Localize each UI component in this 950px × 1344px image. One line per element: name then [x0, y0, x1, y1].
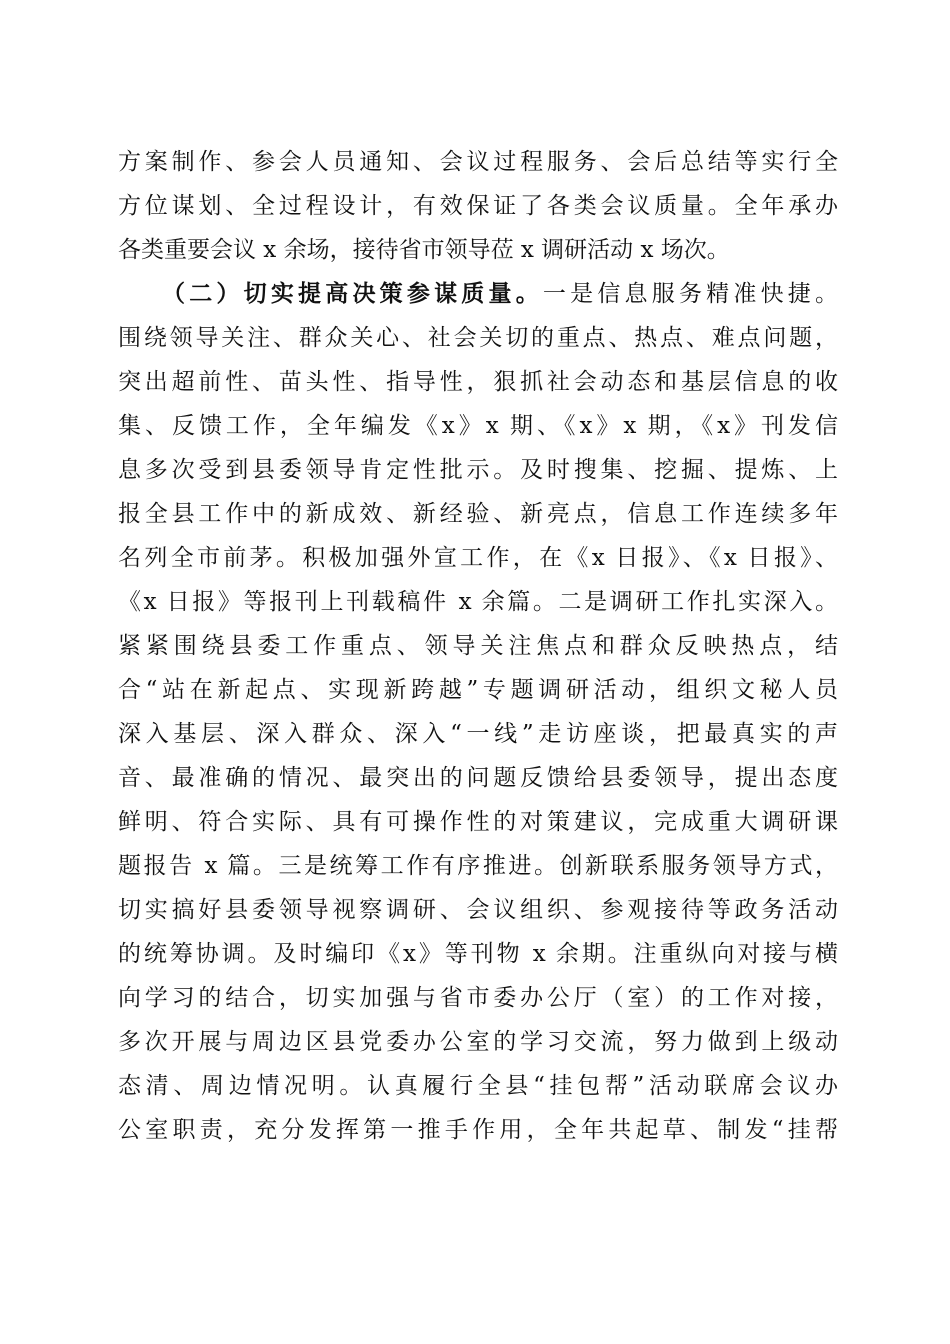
paragraph-line: 息多次受到县委领导肯定性批示。及时搜集、挖掘、提炼、上	[118, 457, 838, 483]
paragraph-line: 深入基层、深入群众、深入“一线”走访座谈，把最真实的声	[118, 721, 838, 747]
paragraph-line: 各类重要会议 x 余场，接待省市领导莅 x 调研活动 x 场次。	[118, 237, 730, 263]
paragraph-line: 报全县工作中的新成效、新经验、新亮点，信息工作连续多年	[118, 501, 838, 527]
paragraph-line: 名列全市前茅。积极加强外宣工作，在《x 日报》、《x 日报》、	[118, 545, 838, 571]
paragraph-line: 鲜明、符合实际、具有可操作性的对策建议，完成重大调研课	[118, 809, 838, 835]
section-heading: （二）切实提高决策参谋质量。	[162, 280, 543, 307]
paragraph-line: 切实搞好县委领导视察调研、会议组织、参观接待等政务活动	[118, 897, 838, 923]
paragraph-line: 合“站在新起点、实现新跨越”专题调研活动，组织文秘人员	[118, 677, 838, 703]
paragraph-line: 紧紧围绕县委工作重点、领导关注焦点和群众反映热点，结	[118, 633, 838, 659]
paragraph-line: 集、反馈工作，全年编发《x》x 期、《x》x 期，《x》刊发信	[118, 413, 838, 439]
paragraph-line: 音、最准确的情况、最突出的问题反馈给县委领导，提出态度	[118, 765, 838, 791]
paragraph-line: 方位谋划、全过程设计，有效保证了各类会议质量。全年承办	[118, 193, 838, 219]
paragraph-line: 《x 日报》等报刊上刊载稿件 x 余篇。二是调研工作扎实深入。	[118, 589, 838, 615]
paragraph-line: 态清、周边情况明。认真履行全县“挂包帮”活动联席会议办	[118, 1073, 838, 1099]
paragraph-text: 一是信息服务精准快捷。	[542, 281, 839, 307]
paragraph-line: 题报告 x 篇。三是统筹工作有序推进。创新联系服务领导方式，	[118, 853, 838, 879]
paragraph-line: 围绕领导关注、群众关心、社会关切的重点、热点、难点问题，	[118, 325, 838, 351]
paragraph-line: 多次开展与周边区县党委办公室的学习交流，努力做到上级动	[118, 1029, 838, 1055]
section-heading-line	[162, 272, 838, 316]
paragraph-line: 公室职责，充分发挥第一推手作用，全年共起草、制发“挂帮	[118, 1117, 838, 1143]
paragraph-line: 向学习的结合，切实加强与省市委办公厅（室）的工作对接，	[118, 985, 838, 1011]
paragraph-line: 突出超前性、苗头性、指导性，狠抓社会动态和基层信息的收	[118, 369, 838, 395]
paragraph-line: 的统筹协调。及时编印《x》等刊物 x 余期。注重纵向对接与横	[118, 941, 838, 967]
paragraph-line: 方案制作、参会人员通知、会议过程服务、会后总结等实行全	[118, 149, 838, 175]
